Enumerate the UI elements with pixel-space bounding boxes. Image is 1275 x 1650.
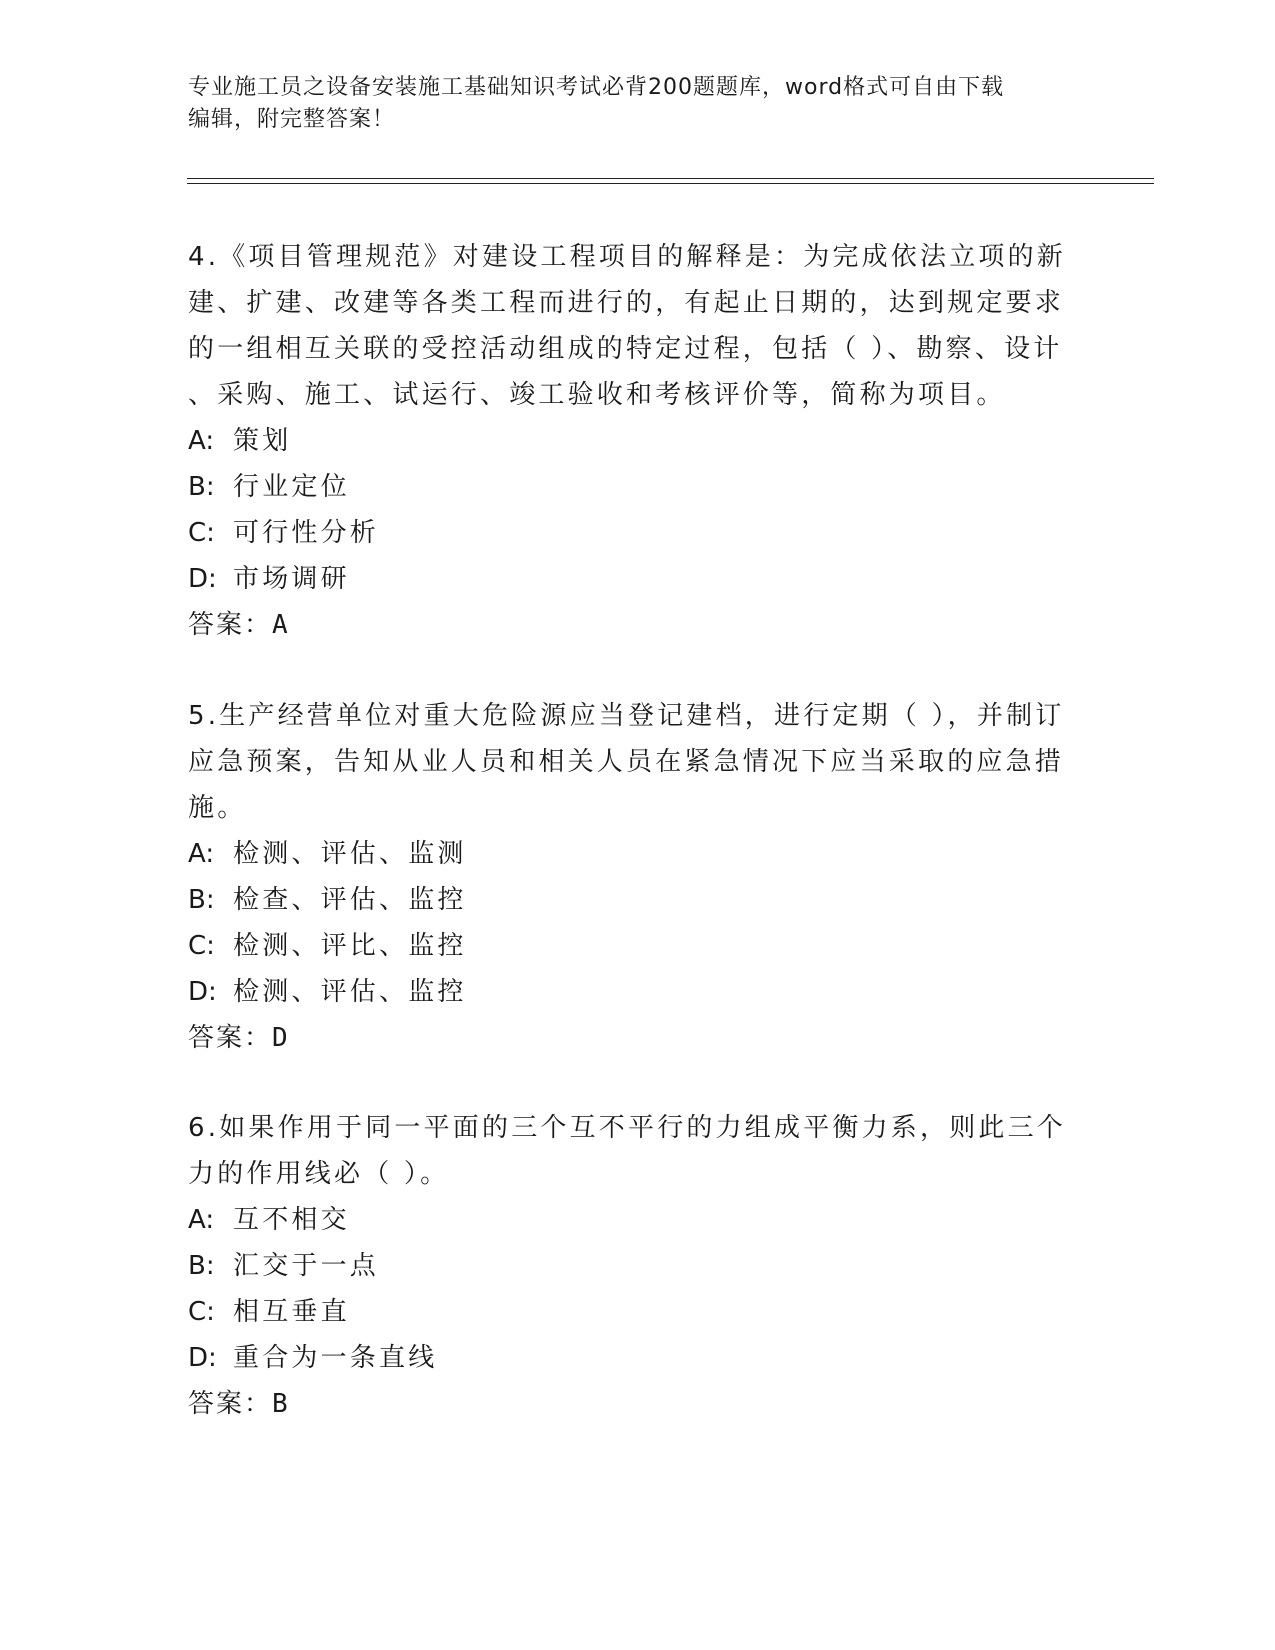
question-stem-line: 的一组相互关联的受控活动组成的特定过程，包括（ ）、勘察、设计 <box>188 334 1063 364</box>
question-stem-line: 6.如果作用于同一平面的三个互不平行的力组成平衡力系，则此三个 <box>188 1113 1067 1143</box>
option-b <box>188 877 1068 923</box>
option-text: 汇交于一点 <box>233 1251 380 1281</box>
option-c <box>188 1289 1068 1335</box>
answer-value: A <box>272 610 288 640</box>
answer-line <box>188 1381 1068 1427</box>
answer-label: 答案： <box>188 1023 273 1053</box>
answer-value: D <box>272 1023 288 1053</box>
option-text: 重合为一条直线 <box>233 1343 438 1373</box>
option-c <box>188 923 1068 969</box>
question-stem-line: 建、扩建、改建等各类工程而进行的，有起止日期的，达到规定要求 <box>188 288 1065 318</box>
answer-line <box>188 1015 1068 1061</box>
header-divider-top <box>187 178 1154 179</box>
option-letter: B: <box>188 885 215 915</box>
option-letter: D: <box>188 977 217 1007</box>
question-stem-line: 、采购、施工、试运行、竣工验收和考核评价等，简称为项目。 <box>188 380 1006 410</box>
question-4 <box>188 234 1068 648</box>
header-divider-bottom <box>187 183 1154 184</box>
option-a <box>188 831 1068 877</box>
answer-label: 答案： <box>188 1389 273 1419</box>
question-6 <box>188 1105 1068 1427</box>
option-text: 检测、评比、监控 <box>233 931 467 961</box>
option-a <box>188 1197 1068 1243</box>
option-text: 行业定位 <box>233 472 350 502</box>
option-c <box>188 510 1068 556</box>
option-letter: B: <box>188 472 215 502</box>
option-text: 相互垂直 <box>233 1297 350 1327</box>
option-letter: C: <box>188 931 215 961</box>
option-text: 市场调研 <box>233 564 350 594</box>
option-d <box>188 969 1068 1015</box>
option-letter: C: <box>188 1297 215 1327</box>
option-text: 检测、评估、监测 <box>233 839 467 869</box>
option-text: 可行性分析 <box>233 518 380 548</box>
option-letter: D: <box>188 564 217 594</box>
option-d <box>188 556 1068 602</box>
option-text: 策划 <box>233 426 292 456</box>
option-letter: A: <box>188 426 215 456</box>
question-stem-line: 力的作用线必（ ）。 <box>188 1159 450 1189</box>
answer-line <box>188 602 1068 648</box>
question-stem-line: 应急预案，告知从业人员和相关人员在紧急情况下应当采取的应急措 <box>188 747 1065 777</box>
option-letter: B: <box>188 1251 215 1281</box>
option-letter: C: <box>188 518 215 548</box>
header-title-line-2: 编辑，附完整答案！ <box>188 107 396 132</box>
question-5 <box>188 693 1068 1061</box>
option-a <box>188 418 1068 464</box>
question-stem-line: 5.生产经营单位对重大危险源应当登记建档，进行定期（ ），并制订 <box>188 701 1065 731</box>
option-b <box>188 464 1068 510</box>
question-stem-line: 4.《项目管理规范》对建设工程项目的解释是：为完成依法立项的新 <box>188 242 1067 272</box>
option-text: 检查、评估、监控 <box>233 885 467 915</box>
option-letter: D: <box>188 1343 217 1373</box>
header-title-line-1: 专业施工员之设备安装施工基础知识考试必背200题题库，word格式可自由下载 <box>188 75 1005 100</box>
answer-value: B <box>272 1389 288 1419</box>
question-stem-line: 施。 <box>188 793 247 823</box>
option-letter: A: <box>188 1205 215 1235</box>
option-text: 检测、评估、监控 <box>233 977 467 1007</box>
option-b <box>188 1243 1068 1289</box>
document-header <box>188 72 1088 136</box>
option-d <box>188 1335 1068 1381</box>
answer-label: 答案： <box>188 610 273 640</box>
option-letter: A: <box>188 839 215 869</box>
option-text: 互不相交 <box>233 1205 350 1235</box>
